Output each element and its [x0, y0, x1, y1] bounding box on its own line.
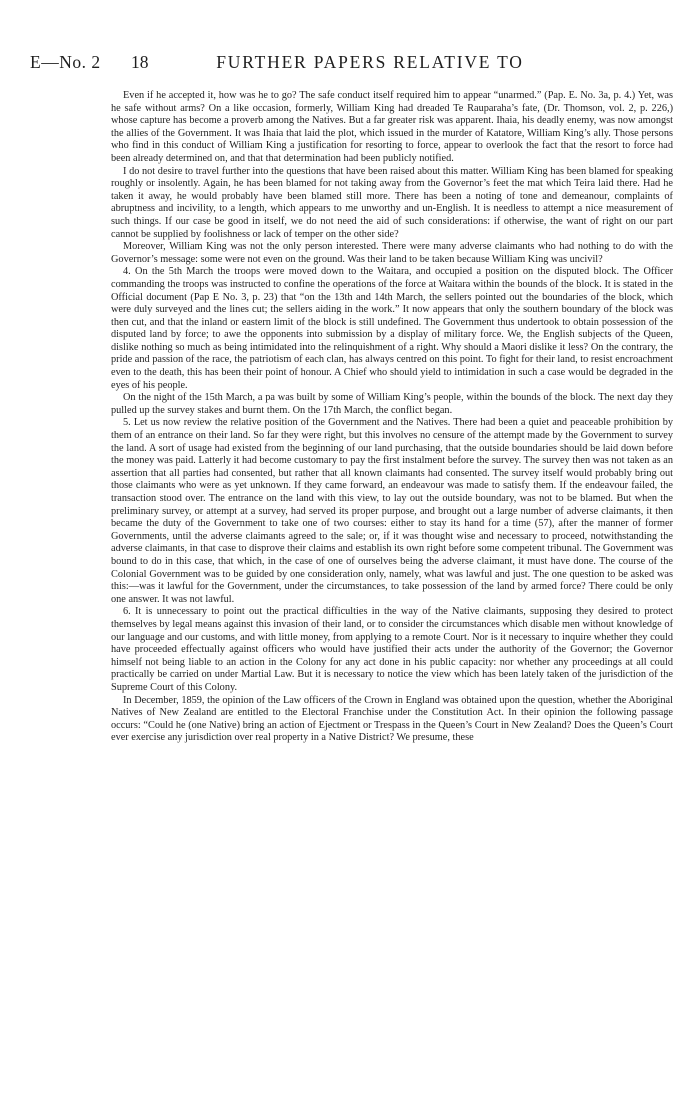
paragraph: 5. Let us now review the relative position of the Government and the Natives. There had been a quiet and peaceable prohibition by them of an entrance on their land. So far they were right, but this involves no censure of the attempt made by the Government to survey the land. A sort of usage had existed from the beginning of our land purchasing, that the outside boundaries should be laid down before the money was paid. Latterly it had become customary to pay the first instalment before the survey. The survey then was not taken as an assertion that all parties had consented, but rather that all known claimants had consented. The survey itself would probably bring out those claimants who were as yet unknown. If they came forward, an endeavour was made to satisfy them. If the endeavour failed, the transaction stood over. The entrance on the land with this view, to lay out the outside boundary, was not to be blamed. But when the preliminary survey, or attempt at a survey, had served its proper purpose, and brought out a large number of adverse claimants, it then became the duty of the Government to take one of two courses: either to stay its hand for a time (57), after the manner of former Governments, until the adverse claimants agreed to the sale; or, if it was thought wise and necessary to proceed, notwithstanding the adverse claimants, in that case to disprove their claims and establish its own right before some competent tribunal. The Government was bound to do in this case, that which, in the case of one of ourselves being the adverse claimant, it must have done. The course of the Colonial Government was to be guided by one consideration only, namely, what was lawful and just. The one question to be asked was this:—was it lawful for the Government, under the circumstances, to take possession of the land by armed force? There could be only one answer. It was not lawful.: [111, 417, 673, 605]
page-number: 18: [131, 52, 149, 72]
page-header: [0, 52, 700, 82]
document-body: [111, 90, 673, 745]
paragraph: I do not desire to travel further into the questions that have been raised about this matter. William King has been blamed for speaking roughly or insolently. Again, he has been blamed for not taking away from the Governor’s feet the mat which Teira laid there. Had he taken it away, he would probably have been blamed still more. There has been a noting of tone and demeanour, complaints of abruptness and incivility, to a length, which appears to me unworthy and un-English. It is needless to attempt a nice measurement of such things. If our case be good in itself, we do not need the aid of such considerations: if otherwise, the want of right on our part cannot be supplied by foolishness or lack of temper on the other side?: [111, 165, 673, 240]
paper-reference: E—No. 2: [30, 52, 101, 72]
paragraph: 4. On the 5th March the troops were moved down to the Waitara, and occupied a position on the disputed block. The Officer commanding the troops was instructed to confine the operations of the force at Waitara within the bounds of the block. It is stated in the Official document (Pap E No. 3, p. 23) that “on the 13th and 14th March, the sellers pointed out the boundaries of the block, which were duly surveyed and the lines cut; the sellers aiding in the work.” It now appears that only the southern boundary of the block was then cut, and that the inland or eastern limit of the block is still undefined. The Government thus undertook to obtain possession of the disputed land by force; to awe the opponents into submission by a display of military force. We, the English subjects of the Queen, dislike nothing so much as being intimidated into the relinquishment of a right. Why should a Maori dislike it less? On the contrary, the pride and passion of the race, the patriotism of each clan, has always centred on this point. To fight for their land, to resist encroachment even to the death, this has been their point of honour. A Chief who should yield to intimidation in such a case would be degraded in the eyes of his people.: [111, 266, 673, 391]
paragraph: On the night of the 15th March, a pa was built by some of William King’s people, within the bounds of the block. The next day they pulled up the survey stakes and burnt them. On the 17th March, the conflict began.: [111, 392, 673, 416]
paragraph: Even if he accepted it, how was he to go? The safe conduct itself required him to appear “unarmed.” (Pap. E. No. 3a, p. 4.) Yet, was he safe without arms? On a like occasion, formerly, William King had dreaded Te Rauparaha’s fate, (Dr. Thomson, vol. 2, p. 226,) whose capture has become a proverb among the Natives. But a far greater risk was apparent. Ihaia, his deadly enemy, was now amongst the allies of the Government. It was Ihaia that laid the plot, which issued in the murder of Katatore, William King’s ally. Those persons who find in this conduct of William King a justification for resorting to force, appear to overlook the fact that the resort to force had been already determined on, and that that determination had been publicly notified.: [111, 90, 673, 164]
running-title: FURTHER PAPERS RELATIVE TO: [216, 52, 524, 72]
paragraph: In December, 1859, the opinion of the Law officers of the Crown in England was obtained upon the question, whether the Aboriginal Natives of New Zealand are entitled to the Electoral Franchise under the Constitution Act. In their opinion the following passage occurs: “Could he (one Native) bring an action of Ejectment or Trespass in the Queen’s Court in New Zealand? Does the Queen’s Court ever exercise any jurisdiction over real property in a Native District? We presume, these: [111, 694, 673, 744]
paragraph: 6. It is unnecessary to point out the practical difficulties in the way of the Native claimants, supposing they desired to protect themselves by legal means against this invasion of their land, or to consider the circumstances which disable men without knowledge of our language and our customs, and with little money, from applying to a remote Court. Nor is it necessary to inquire whether they could have proceeded effectually against officers who would have justified their acts under the authority of the Governor; the Governor himself not being liable to an action in the Colony for any act done in his public capacity: nor whether any proceedings at all could practically be carried on under Martial Law. But it is necessary to notice the view which has been lately taken of the jurisdiction of the Supreme Court of this Colony.: [111, 606, 673, 693]
paragraph: Moreover, William King was not the only person interested. There were many adverse claimants who had nothing to do with the Governor’s message: some were not even on the ground. Was their land to be taken because William King was uncivil?: [111, 241, 673, 265]
